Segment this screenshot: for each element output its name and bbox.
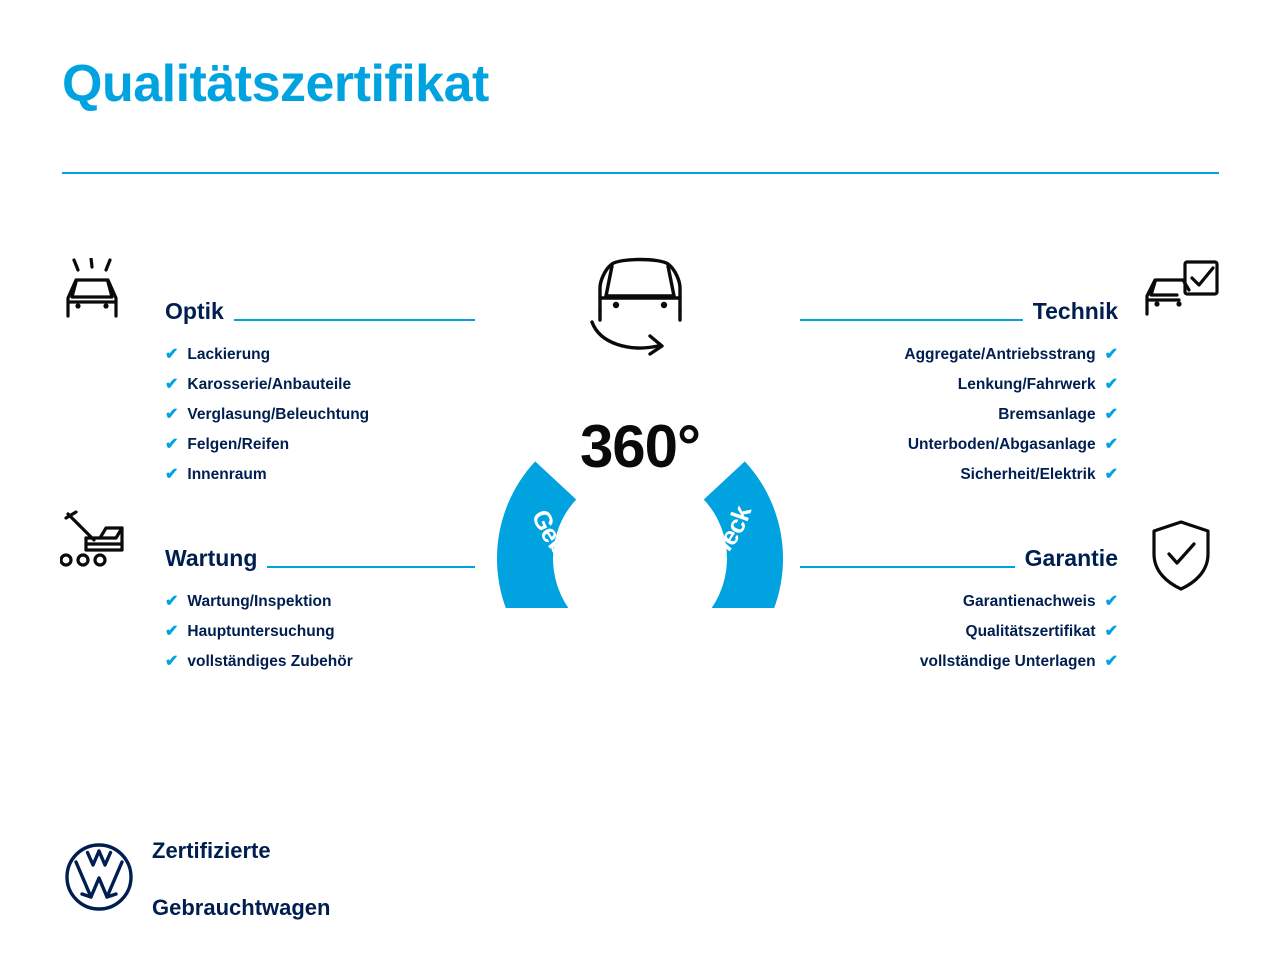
check-icon: ✔ bbox=[1104, 436, 1118, 453]
list-item-label: Wartung/Inspektion bbox=[187, 593, 332, 611]
page-title: Qualitätszertifikat bbox=[62, 55, 489, 113]
shield-check-icon bbox=[1148, 518, 1214, 599]
list-item-label: Qualitätszertifikat bbox=[965, 623, 1096, 641]
checklist-optik bbox=[165, 347, 475, 483]
list-item bbox=[165, 407, 475, 423]
section-technik bbox=[800, 300, 1118, 499]
list-item-label: Hauptuntersuchung bbox=[187, 623, 335, 641]
check-icon: ✔ bbox=[1104, 623, 1118, 640]
title-divider bbox=[62, 172, 1219, 174]
checklist-wartung bbox=[165, 594, 475, 670]
list-item-label: Innenraum bbox=[187, 466, 267, 484]
list-item bbox=[165, 377, 475, 393]
list-item bbox=[165, 594, 475, 610]
list-item bbox=[800, 407, 1118, 423]
section-title: Optik bbox=[165, 298, 224, 324]
section-header bbox=[165, 300, 475, 327]
list-item bbox=[165, 467, 475, 483]
section-header bbox=[165, 547, 475, 574]
brand-line-1: Zertifizierte bbox=[152, 837, 271, 863]
list-item bbox=[800, 347, 1118, 363]
list-item-label: Bremsanlage bbox=[998, 406, 1096, 424]
check-icon: ✔ bbox=[165, 406, 179, 423]
brand-line-2: Gebrauchtwagen bbox=[152, 894, 331, 920]
check-icon: ✔ bbox=[165, 376, 179, 393]
check-icon: ✔ bbox=[165, 346, 179, 363]
section-wartung bbox=[165, 547, 475, 686]
section-header bbox=[800, 547, 1118, 574]
section-divider bbox=[800, 566, 1015, 568]
list-item bbox=[165, 654, 475, 670]
checklist-technik bbox=[800, 347, 1118, 483]
list-item-label: Verglasung/Beleuchtung bbox=[187, 406, 370, 424]
section-garantie bbox=[800, 547, 1118, 686]
list-item bbox=[165, 624, 475, 640]
list-item bbox=[800, 377, 1118, 393]
list-item bbox=[800, 467, 1118, 483]
check-icon: ✔ bbox=[1104, 653, 1118, 670]
list-item-label: Lackierung bbox=[187, 346, 271, 364]
list-item bbox=[800, 654, 1118, 670]
check-icon: ✔ bbox=[1104, 376, 1118, 393]
list-item-label: Felgen/Reifen bbox=[187, 436, 290, 454]
section-divider bbox=[800, 319, 1023, 321]
check-icon: ✔ bbox=[165, 653, 179, 670]
check-icon: ✔ bbox=[165, 593, 179, 610]
car-lift-service-icon bbox=[60, 508, 146, 589]
list-item bbox=[165, 437, 475, 453]
section-title: Technik bbox=[1032, 298, 1118, 324]
list-item-label: Sicherheit/Elektrik bbox=[960, 466, 1096, 484]
list-item-label: Karosserie/Anbauteile bbox=[187, 376, 352, 394]
check-icon: ✔ bbox=[165, 436, 179, 453]
brand-text bbox=[152, 808, 330, 951]
list-item-label: vollständiges Zubehör bbox=[187, 653, 353, 671]
check-icon: ✔ bbox=[165, 623, 179, 640]
check-icon: ✔ bbox=[1104, 466, 1118, 483]
list-item-label: Lenkung/Fahrwerk bbox=[957, 376, 1096, 394]
svg-text:Gebrauchtwagen-Check: Gebrauchtwagen-Check bbox=[525, 502, 758, 600]
check-icon: ✔ bbox=[1104, 346, 1118, 363]
list-item-label: Garantienachweis bbox=[962, 593, 1096, 611]
car-checklist-icon bbox=[1143, 258, 1225, 339]
list-item bbox=[165, 347, 475, 363]
list-item bbox=[800, 437, 1118, 453]
footer-brand bbox=[64, 808, 330, 951]
section-divider bbox=[234, 319, 475, 321]
check-icon: ✔ bbox=[165, 466, 179, 483]
list-item-label: vollständige Unterlagen bbox=[919, 653, 1096, 671]
degrees-label: 360° bbox=[579, 413, 701, 480]
section-title: Garantie bbox=[1024, 545, 1118, 571]
vw-logo bbox=[64, 842, 134, 917]
checklist-garantie bbox=[800, 594, 1118, 670]
list-item-label: Unterboden/Abgasanlage bbox=[907, 436, 1096, 454]
list-item bbox=[800, 594, 1118, 610]
section-divider bbox=[267, 566, 475, 568]
car-wash-icon bbox=[60, 258, 144, 339]
section-header bbox=[800, 300, 1118, 327]
section-optik bbox=[165, 300, 475, 499]
list-item bbox=[800, 624, 1118, 640]
check-icon: ✔ bbox=[1104, 406, 1118, 423]
gebrauchtwagen-check-badge bbox=[466, 248, 814, 608]
section-title: Wartung bbox=[165, 545, 258, 571]
check-icon: ✔ bbox=[1104, 593, 1118, 610]
list-item-label: Aggregate/Antriebsstrang bbox=[904, 346, 1096, 364]
